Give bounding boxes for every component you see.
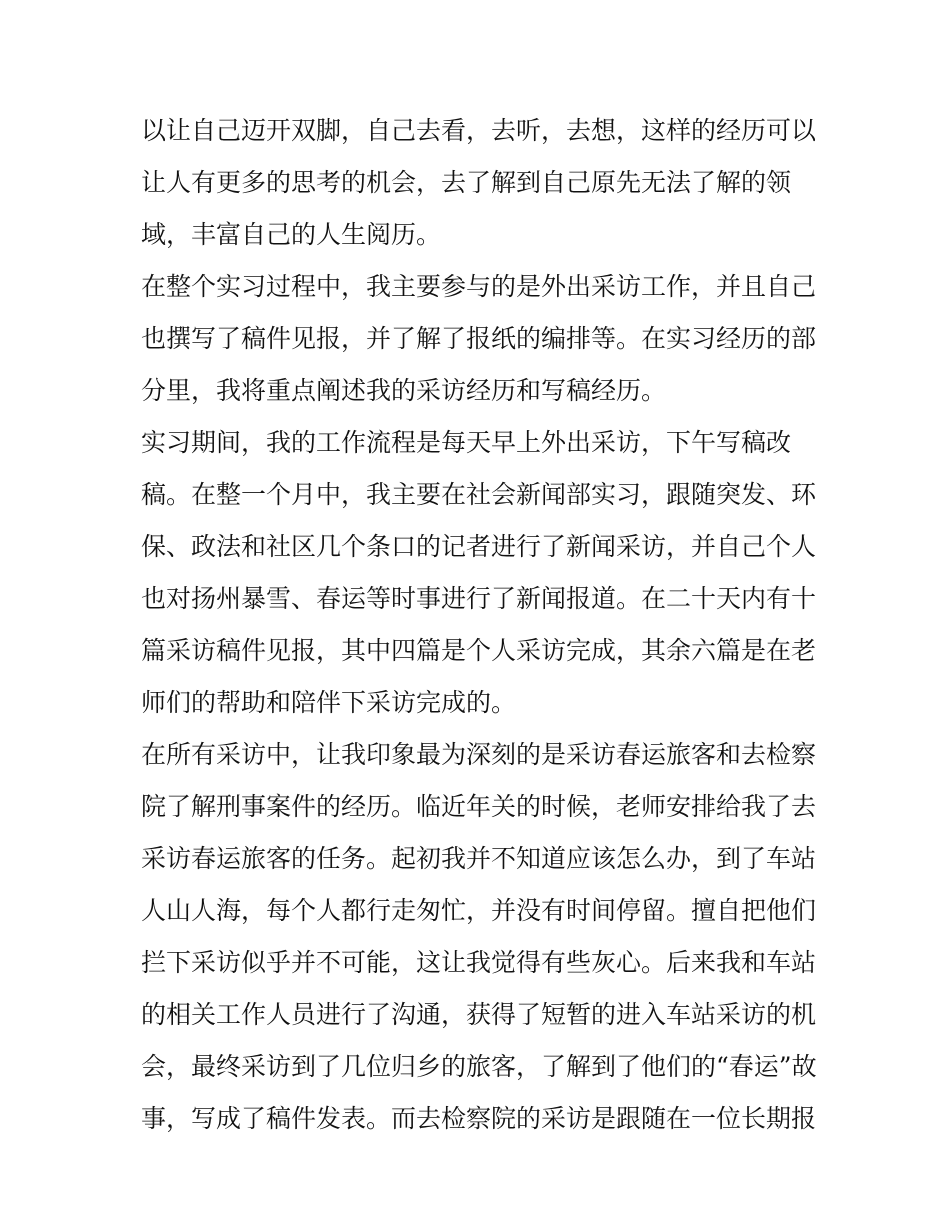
text-line: 也撰写了稿件见报，并了解了报纸的编排等。在实习经历的部 (141, 324, 817, 353)
text-line: 分里，我将重点阐述我的采访经历和写稿经历。 (141, 376, 667, 405)
text-line: 实习期间，我的工作流程是每天早上外出采访，下午写稿改 (141, 428, 792, 457)
text-line: 拦下采访似乎并不可能，这让我觉得有些灰心。后来我和车站 (141, 948, 817, 977)
text-line: 也对扬州暴雪、春运等时事进行了新闻报道。在二十天内有十 (141, 584, 817, 613)
text-line: 在所有采访中，让我印象最为深刻的是采访春运旅客和去检察 (141, 740, 817, 769)
paragraph (141, 105, 821, 261)
paragraph (141, 417, 821, 729)
text-line: 让人有更多的思考的机会，去了解到自己原先无法了解的领 (141, 168, 792, 197)
text-line: 事，写成了稿件发表。而去检察院的采访是跟随在一位长期报 (141, 1104, 817, 1133)
text-line: 的相关工作人员进行了沟通，获得了短暂的进入车站采访的机 (141, 1000, 817, 1029)
text-line: 采访春运旅客的任务。起初我并不知道应该怎么办，到了车站 (141, 844, 817, 873)
text-line: 院了解刑事案件的经历。临近年关的时候，老师安排给我了去 (141, 792, 817, 821)
text-line: 以让自己迈开双脚，自己去看，去听，去想，这样的经历可以 (141, 116, 817, 145)
text-line: 稿。在整一个月中，我主要在社会新闻部实习，跟随突发、环 (141, 480, 817, 509)
paragraph (141, 729, 821, 1145)
document-body (141, 105, 821, 1145)
text-line: 人山人海，每个人都行走匆忙，并没有时间停留。擅自把他们 (141, 896, 817, 925)
text-line: 会，最终采访到了几位归乡的旅客，了解到了他们的“春运”故 (141, 1052, 817, 1081)
text-line: 保、政法和社区几个条口的记者进行了新闻采访，并自己个人 (141, 532, 817, 561)
text-line: 域，丰富自己的人生阅历。 (141, 220, 442, 249)
text-line: 篇采访稿件见报，其中四篇是个人采访完成，其余六篇是在老 (141, 636, 817, 665)
text-line: 在整个实习过程中，我主要参与的是外出采访工作，并且自己 (141, 272, 817, 301)
text-line: 师们的帮助和陪伴下采访完成的。 (141, 688, 517, 717)
paragraph (141, 261, 821, 417)
